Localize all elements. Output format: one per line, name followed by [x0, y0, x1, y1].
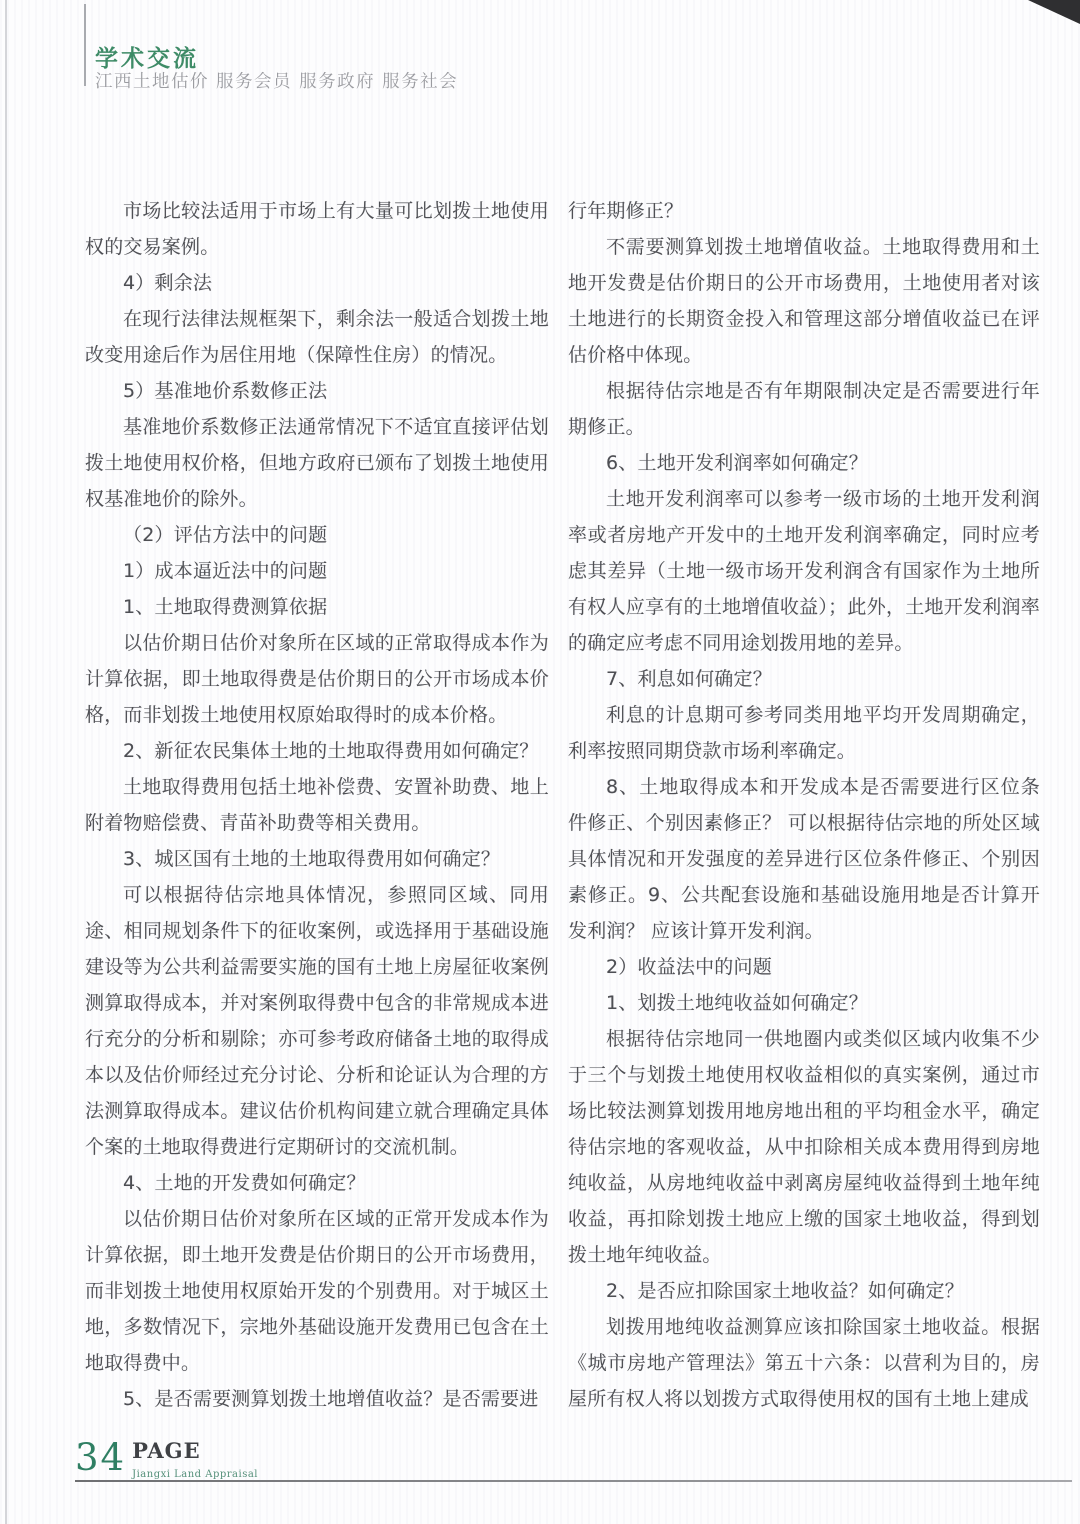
paragraph-heading: 2、新征农民集体土地的土地取得费用如何确定？ — [123, 740, 539, 762]
paragraph-continuation: 行年期修正？ — [568, 200, 684, 222]
right-column — [568, 193, 1040, 1417]
paragraph: 基准地价系数修正法通常情况下不适宜直接评估划拨土地使用权价格，但地方政府已颁布了划拨土地使用权基准地价的除外。 — [85, 416, 549, 510]
paragraph: 在现行法律法规框架下，剩余法一般适合划拨土地改变用途后作为居住用地（保障性住房）的情况。 — [85, 308, 549, 366]
paragraph-heading: 1、土地取得费测算依据 — [123, 596, 328, 618]
paragraph-heading: 2）收益法中的问题 — [606, 956, 772, 978]
paragraph: 可以根据待估宗地具体情况，参照同区域、同用途、相同规划条件下的征收案例，或选择用于基础设施建设等为公共利益需要实施的国有土地上房屋征收案例测算取得成本，并对案例取得费中包含的非常规成本进行充分的分析和剔除；亦可参考政府储备土地的取得成本以及估价师经过充分讨论、分析和论证认为合理的方法测算取得成本。建议估价机构间建立就合理确定具体个案的土地取得费进行定期研讨的交流机制。 — [85, 884, 549, 1158]
paragraph-heading: 2、是否应扣除国家土地收益？如何确定？ — [606, 1280, 964, 1302]
paragraph: 不需要测算划拨土地增值收益。土地取得费用和土地开发费是估价期日的公开市场费用，土地使用者对该土地进行的长期资金投入和管理这部分增值收益已在评估价格中体现。 — [568, 236, 1040, 366]
paragraph: 以估价期日估价对象所在区域的正常取得成本作为计算依据，即土地取得费是估价期日的公开市场成本价格，而非划拨土地使用权原始取得时的成本价格。 — [85, 632, 549, 726]
paragraph-heading: 5、是否需要测算划拨土地增值收益？是否需要进 — [123, 1388, 539, 1410]
paragraph: 根据待估宗地是否有年期限制决定是否需要进行年期修正。 — [568, 380, 1040, 438]
page-number: 34 — [75, 1436, 127, 1479]
paragraph: 根据待估宗地同一供地圈内或类似区域内收集不少于三个与划拨土地使用权收益相似的真实案例，通过市场比较法测算划拨用地房地出租的平均租金水平，确定待估宗地的客观收益，从中扣除相关成本费用得到房地纯收益，从房地纯收益中剥离房屋纯收益得到土地年纯收益，再扣除划拨土地应上缴的国家土地收益，得到划拨土地年纯收益。 — [568, 1028, 1040, 1266]
paragraph-heading: 1）成本逼近法中的问题 — [123, 560, 328, 582]
paragraph: 划拨用地纯收益测算应该扣除国家土地收益。根据《城市房地产管理法》第五十六条：以营利为目的，房屋所有权人将以划拨方式取得使用权的国有土地上建成 — [568, 1316, 1040, 1410]
scan-corner-mark — [1028, 0, 1080, 24]
paragraph-heading: 4）剩余法 — [123, 272, 213, 294]
paragraph: 土地开发利润率可以参考一级市场的土地开发利润率或者房地产开发中的土地开发利润率确定，同时应考虑其差异（土地一级市场开发利润含有国家作为土地所有权人应享有的土地增值收益）；此外，土地开发利润率的确定应考虑不同用途划拨用地的差异。 — [568, 488, 1040, 654]
paragraph: 8、土地取得成本和开发成本是否需要进行区位条件修正、个别因素修正？ 可以根据待估宗地的所处区域具体情况和开发强度的差异进行区位条件修正、个别因素修正。9、公共配套设施和基础设施用地是否计算开发利润？ 应该计算开发利润。 — [568, 776, 1040, 942]
paragraph: 市场比较法适用于市场上有大量可比划拨土地使用权的交易案例。 — [85, 200, 549, 258]
paragraph-heading: 6、土地开发利润率如何确定？ — [606, 452, 868, 474]
page-label: PAGE — [132, 1438, 201, 1463]
journal-tagline: 江西土地估价 服务会员 服务政府 服务社会 — [95, 72, 459, 92]
paragraph-heading: （2）评估方法中的问题 — [123, 524, 328, 546]
header-divider-rule — [84, 4, 86, 86]
paragraph-heading: 1、划拨土地纯收益如何确定？ — [606, 992, 868, 1014]
paragraph: 土地取得费用包括土地补偿费、安置补助费、地上附着物赔偿费、青苗补助费等相关费用。 — [85, 776, 549, 834]
paragraph-heading: 4、土地的开发费如何确定？ — [123, 1172, 366, 1194]
paragraph-heading: 5）基准地价系数修正法 — [123, 380, 328, 402]
paragraph-heading: 7、利息如何确定？ — [606, 668, 772, 690]
paragraph: 以估价期日估价对象所在区域的正常开发成本作为计算依据，即土地开发费是估价期日的公开市场费用，而非划拨土地使用权原始开发的个别费用。对于城区土地，多数情况下，宗地外基础设施开发费用已包含在土地取得费中。 — [85, 1208, 549, 1374]
scan-edge-line — [5, 0, 7, 1524]
section-title: 学术交流 — [95, 46, 199, 72]
paragraph: 利息的计息期可参考同类用地平均开发周期确定，利率按照同期贷款市场利率确定。 — [568, 704, 1040, 762]
left-column — [85, 193, 549, 1417]
footer-rule — [75, 1480, 1072, 1482]
paragraph-heading: 3、城区国有土地的土地取得费用如何确定？ — [123, 848, 501, 870]
journal-name-english: Jiangxi Land Appraisal — [132, 1469, 259, 1480]
